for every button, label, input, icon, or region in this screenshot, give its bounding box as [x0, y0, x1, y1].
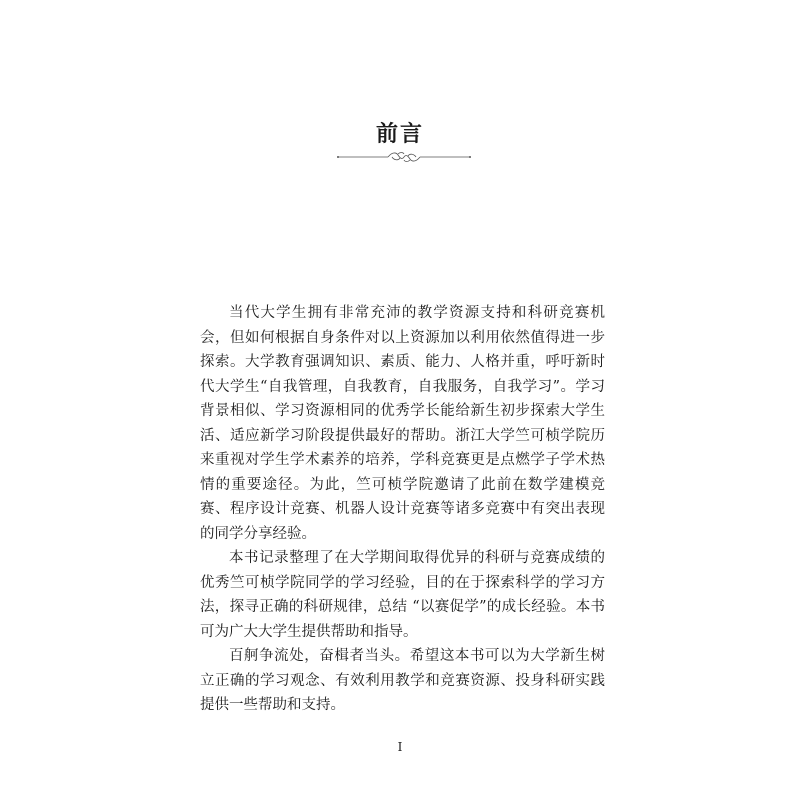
paragraph-3: 百舸争流处，奋楫者当头。希望这本书可以为大学新生树立正确的学习观念、有效利用教学和竞赛资源、投身科研实践提供一些帮助和支持。	[200, 648, 605, 713]
page-number: I	[397, 740, 403, 754]
paragraph-1: 当代大学生拥有非常充沛的教学资源支持和科研竞赛机会，但如何根据自身条件对以上资源加以利用依然值得进一步探索。大学教育强调知识、素质、能力、人格并重，呼吁新时代大学生“自我管理，自我教育，自我服务，自我学习”。学习背景相似、学习资源相同的优秀学长能给新生初步探索大学生活、适应新学习阶段提供最好的帮助。浙江大学竺可桢学院历来重视对学生学术素养的培养，学科竞赛更是点燃学子学术热情的重要途径。为此，竺可桢学院邀请了此前在数学建模竞赛、程序设计竞赛、机器人设计竞赛等诸多竞赛中有突出表现的同学分享经验。	[200, 305, 605, 542]
decorative-divider-icon	[336, 150, 472, 164]
paragraph-2: 本书记录整理了在大学期间取得优异的科研与竞赛成绩的优秀竺可桢学院同学的学习经验，目的在于探索科学的学习方法，探寻正确的科研规律，总结 “以赛促学”的成长经验。本书可为广大大学生提供帮助和指导。	[200, 550, 605, 640]
page-title: 前言	[375, 121, 424, 147]
preface-body	[200, 301, 605, 718]
